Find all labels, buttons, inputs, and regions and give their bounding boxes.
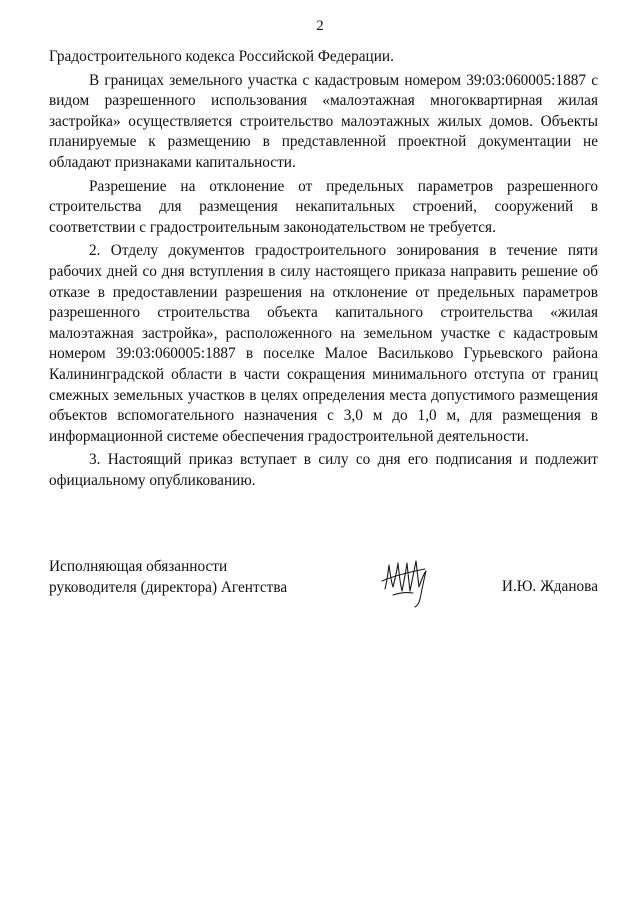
document-body: [49, 47, 598, 494]
paragraph-item-3: 3. Настоящий приказ вступает в силу со дня его подписания и подлежит официальному опубликованию.: [49, 451, 598, 489]
signatory-position: [49, 557, 287, 598]
paragraph-continuation: Градостроительного кодекса Российской Федерации.: [49, 48, 394, 65]
paragraph-item-2: 2. Отделу документов градостроительного зонирования в течение пяти рабочих дней со дня вступления в силу настоящего приказа направить решение об отказе в предоставлении разрешения на отклонение от предельных параметров разрешенного строительства объекта капитального строительства «жилая малоэтажная застройка», расположенного на земельном участке с кадастровым номером 39:03:060005:1887 в поселке Малое Васильково Гурьевского района Калининградской области в части сокращения минимального отступа от границ смежных земельных участков в целях определения места допустимого размещения объектов вспомогательного назначения с 3,0 м до 1,0 м, для размещения в информационной системе обеспечения градостроительной деятельности.: [49, 242, 598, 445]
signature-block: [49, 557, 598, 617]
paragraph-land-plot: В границах земельного участка с кадастровым номером 39:03:060005:1887 с видом разрешенного использования «малоэтажная многоквартирная жилая застройка» осуществляется строительство малоэтажных жилых домов. Объекты планируемые к размещению в представленной проектной документации не обладают признаками капитальности.: [49, 71, 598, 171]
signatory-position-line-2: руководителя (директора) Агентства: [49, 578, 288, 596]
signatory-position-line-1: Исполняющая обязанности: [49, 558, 228, 575]
handwritten-signature: [379, 551, 431, 609]
signatory-name: И.Ю. Жданова: [501, 578, 598, 595]
paragraph-permission-not-required: Разрешение на отклонение от предельных параметров разрешенного строительства для размещения некапитальных строений, сооружений в соответствии с градостроительным законодательством не требуется.: [49, 177, 598, 236]
page-number: 2: [316, 18, 324, 34]
